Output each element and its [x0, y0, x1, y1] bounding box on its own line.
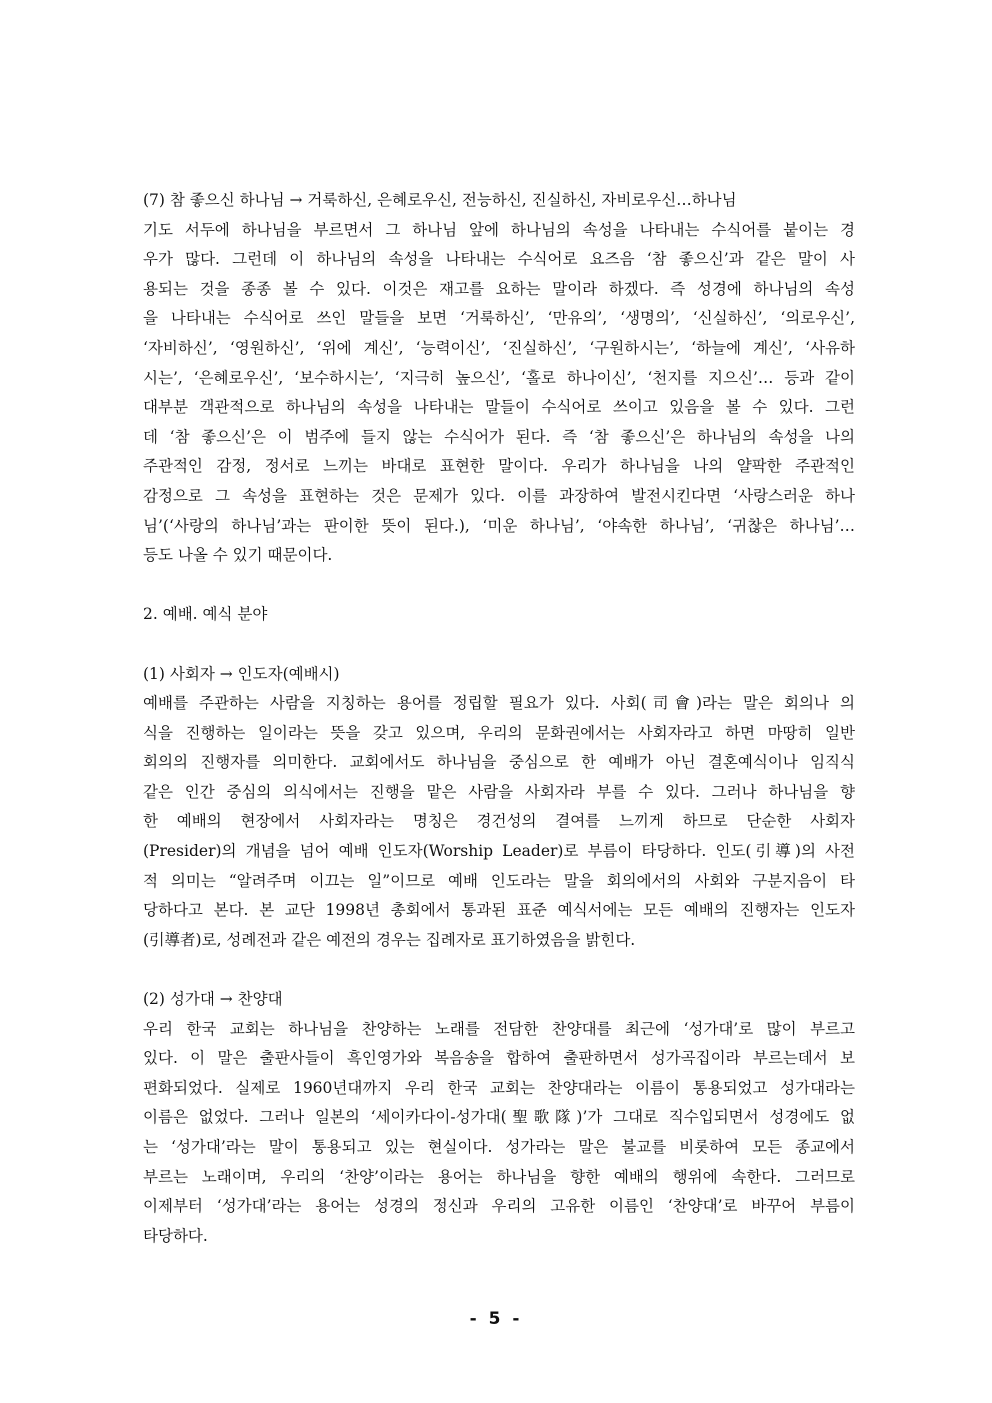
paragraph-line: 부르는 노래이며, 우리의 ‘찬양’이라는 용어는 하나님을 향한 예배의 행위에 속한다. 그러므로: [143, 1167, 855, 1186]
paragraph-line: 편화되었다. 실제로 1960년대까지 우리 한국 교회는 찬양대라는 이름이 통용되었고 성가대라는: [143, 1078, 855, 1097]
paragraph-line: 시는’, ‘은혜로우신’, ‘보수하시는’, ‘지극히 높으신’, ‘홀로 하나이신’, ‘천지를 지으신’… 등과 같이: [143, 368, 855, 387]
paragraph-line: 이제부터 ‘성가대’라는 용어는 성경의 정신과 우리의 고유한 이름인 ‘찬양대’로 바꾸어 부름이: [143, 1197, 855, 1216]
paragraph-line: 같은 인간 중심의 의식에서는 진행을 맡은 사람을 사회자라 부를 수 있다. 그러나 하나님을 향: [143, 782, 855, 801]
paragraph-line: 용되는 것을 종종 볼 수 있다. 이것은 재고를 요하는 말이라 하겠다. 즉 성경에 하나님의 속성: [143, 279, 855, 298]
paragraph-line: 있다. 이 말은 출판사들이 흑인영가와 복음송을 합하여 출판하면서 성가곡집이라 부르는데서 보: [143, 1049, 855, 1068]
paragraph-line: 등도 나올 수 있기 때문이다.: [143, 546, 333, 565]
paragraph-line: 는 ‘성가대’라는 말이 통용되고 있는 현실이다. 성가라는 말은 불교를 비롯하여 모든 종교에서: [143, 1138, 855, 1156]
document-body: [143, 186, 855, 1251]
paragraph-line: 회의의 진행자를 의미한다. 교회에서도 하나님을 중심으로 한 예배가 아닌 결혼예식이나 임직식: [143, 753, 855, 772]
paragraph-line: ‘자비하신’, ‘영원하신’, ‘위에 계신’, ‘능력이신’, ‘진실하신’, ‘구원하시는’, ‘하늘에 계신’, ‘사유하: [143, 338, 855, 357]
section-heading-worship: 2. 예배. 예식 분야: [143, 605, 268, 624]
page-number: - 5 -: [469, 1309, 523, 1329]
paragraph-line: 감정으로 그 속성을 표현하는 것은 문제가 있다. 이를 과장하여 발전시킨다면 ‘사랑스러운 하나: [143, 486, 855, 505]
paragraph-line: 식을 진행하는 일이라는 뜻을 갖고 있으며, 우리의 문화권에서는 사회자라고 하면 마땅히 일반: [143, 723, 855, 742]
spacer: [143, 630, 855, 660]
paragraph-line: 타당하다.: [143, 1226, 208, 1245]
paragraph-line: (引導者)로, 성례전과 같은 예전의 경우는 집례자로 표기하였음을 밝힌다.: [143, 930, 636, 949]
subsection-heading-1: (1) 사회자 → 인도자(예배시): [143, 664, 340, 683]
subsection-heading-7: (7) 참 좋으신 하나님 → 거룩하신, 은혜로우신, 전능하신, 진실하신, 자비로우신…하나님: [143, 191, 737, 209]
paragraph-line: 적 의미는 “알려주며 이끄는 일”이므로 예배 인도라는 말을 회의에서의 사회와 구분지음이 타: [143, 871, 855, 890]
paragraph-line: 우리 한국 교회는 하나님을 찬양하는 노래를 전담한 찬양대를 최근에 ‘성가대’로 많이 부르고: [143, 1019, 855, 1038]
paragraph-line: 당하다고 본다. 본 교단 1998년 총회에서 통과된 표준 예식서에는 모든 예배의 진행자는 인도자: [143, 901, 855, 920]
paragraph-line: 데 ‘참 좋으신’은 이 범주에 들지 않는 수식어가 된다. 즉 ‘참 좋으신’은 하나님의 속성을 나의: [143, 427, 855, 446]
paragraph-line: 주관적인 감정, 정서로 느끼는 바대로 표현한 말이다. 우리가 하나님을 나의 얄팍한 주관적인: [143, 457, 855, 476]
paragraph-line: 을 나타내는 수식어로 쓰인 말들을 보면 ‘거룩하신’, ‘만유의’, ‘생명의’, ‘신실하신’, ‘의로우신’,: [143, 309, 855, 328]
paragraph-line: 한 예배의 현장에서 사회자라는 명칭은 경건성의 결여를 느끼게 하므로 단순한 사회자: [143, 812, 855, 831]
subsection-heading-2: (2) 성가대 → 찬양대: [143, 990, 283, 1009]
paragraph-line: 님’(‘사랑의 하나님’과는 판이한 뜻이 된다.), ‘미운 하나님’, ‘야속한 하나님’, ‘귀찮은 하나님’…: [143, 516, 855, 535]
paragraph-line: 우가 많다. 그런데 이 하나님의 속성을 나타내는 수식어로 요즈음 ‘참 좋으신’과 같은 말이 사: [143, 250, 855, 269]
paragraph-line: 기도 서두에 하나님을 부르면서 그 하나님 앞에 하나님의 속성을 나타내는 수식어를 붙이는 경: [143, 220, 855, 239]
spacer: [143, 955, 855, 985]
paragraph-line: (Presider)의 개념을 넘어 예배 인도자(Worship Leader)로 부름이 타당하다. 인도(引導)의 사전: [143, 842, 855, 861]
paragraph-line: 대부분 객관적으로 하나님의 속성을 나타내는 말들이 수식어로 쓰이고 있음을 볼 수 있다. 그런: [143, 398, 855, 417]
paragraph-line: 이름은 없었다. 그러나 일본의 ‘세이카다이-성가대(聖歌隊)’가 그대로 직수입되면서 성경에도 없: [143, 1108, 855, 1127]
paragraph-line: 예배를 주관하는 사람을 지칭하는 용어를 정립할 필요가 있다. 사회(司會)라는 말은 회의나 의: [143, 694, 855, 713]
